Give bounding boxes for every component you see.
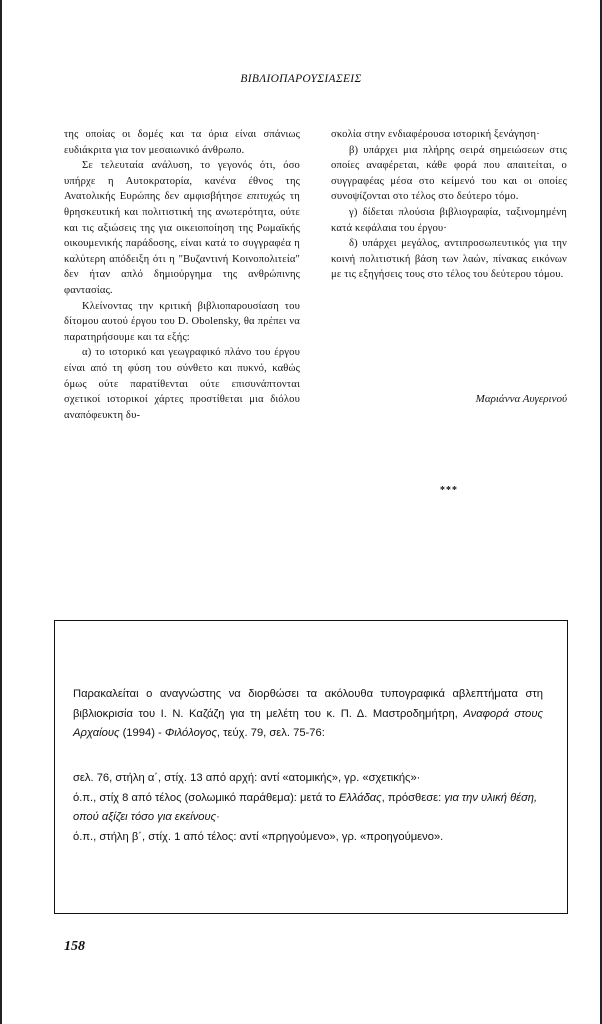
errata-line-2-text-a: ό.π., στίχ 8 από τέλος (σολωμικό παράθεμα): μετά το	[73, 791, 339, 804]
errata-line-2-quote: για την υλική θέση, οπού αξίζει τόσο για εκείνους	[73, 791, 538, 823]
errata-intro-journal: Φιλόλογος	[164, 727, 217, 739]
left-paragraph-2-text-b: τη θρησκευτική και πολιτιστική της ανωτερότητα, ούτε και τις αξιώσεις της για οικειοποίηση της Ρωμαϊκής οικουμενικής παράδοσης, είναι κατά το συγγραφέα η καλύτερη απόδειξη ότι η "Βυζαντινή Κοινοπολιτεία" δεν ήταν απλό δημιούργημα της ανθρώπινης φαντασίας.	[64, 191, 300, 296]
errata-intro-title: Αναφορά στους Αρχαίους	[73, 707, 543, 739]
errata-intro-text-b: (1994) -	[119, 727, 165, 739]
page-edge-left	[0, 0, 2, 1024]
left-column	[64, 127, 300, 423]
left-paragraph-3: Κλείνοντας την κριτική βιβλιοπαρουσίαση του δίτομου αυτού έργου του D. Obolensky, θα πρέπει να παρατηρήσουμε και τα εξής:	[64, 300, 300, 343]
left-paragraph-2	[64, 158, 300, 298]
left-paragraph-4: α) το ιστορικό και γεωγραφικό πλάνο του έργου είναι από τη φύση του σύνθετο και πυκνό, καθώς όμως ούτε παρατίθενται ούτε επισυνάπτονται σχετικοί ιστορικοί χάρτες προστίθεται μια διόλου αναπόφευκτη δυ-	[64, 347, 300, 421]
running-head: ΒΙΒΛΙΟΠΑΡΟΥΣΙΑΣΕΙΣ	[240, 73, 362, 85]
errata-list	[73, 769, 553, 847]
errata-intro	[73, 685, 543, 744]
errata-line-3: ό.π., στήλη β΄, στίχ. 1 από τέλος: αντί «πρηγούμενο», γρ. «προηγούμενο».	[73, 830, 444, 843]
right-paragraph-3: γ) δίδεται πλούσια βιβλιογραφία, ταξινομημένη κατά κεφάλαια του έργου·	[331, 206, 567, 234]
left-paragraph-2-text-a: Σε τελευταία ανάλυση, το γεγονός ότι, όσο υπήρχε η Αυτοκρατορία, κανένα έθνος της Ανατολικής Ευρώπης δεν αμφισβήτησε	[64, 160, 300, 203]
right-paragraph-4: δ) υπάρχει μεγάλος, αντιπροσωπευτικός για την κοινή πολιτιστική βάση των λαών, πίνακας εικόνων με τις εξηγήσεις τους στο τέλος του δεύτερου τόμου.	[331, 238, 567, 281]
errata-line-2-text-c: ·	[216, 811, 220, 823]
right-column	[331, 127, 567, 283]
errata-line-2-emphasis: Ελλάδας	[338, 791, 382, 804]
errata-box	[54, 620, 568, 914]
page-number: 158	[64, 939, 85, 954]
errata-line-2	[73, 789, 553, 828]
errata-intro-text-c: , τεύχ. 79, σελ. 75-76:	[216, 727, 325, 739]
errata-intro-text-a: Παρακαλείται ο αναγνώστης να διορθώσει τα ακόλουθα τυπογραφικά αβλεπτήματα στη βιβλιοκρισία του Ι. Ν. Καζάζη για τη μελέτη του κ. Π. Δ. Μαστροδημήτρη,	[73, 688, 543, 720]
right-paragraph-1: σκολία στην ενδιαφέρουσα ιστορική ξενάγηση·	[331, 129, 540, 140]
left-paragraph-1: της οποίας οι δομές και τα όρια είναι σπάνιως ευδιάκριτα για τον μεσαιωνικό άνθρωπο.	[64, 129, 300, 156]
errata-line-1: σελ. 76, στήλη α΄, στίχ. 13 από αρχή: αντί «ατομικής», γρ. «σχετικής»·	[73, 772, 421, 784]
right-paragraph-2: β) υπάρχει μια πλήρης σειρά σημειώσεων στις οποίες αναφέρεται, κάθε φορά που απαιτείται, ο συγγραφέας μέσα στο κείμενό του και οι οποίες συνοψίζονται στο τέλος στο δεύτερο τόμο.	[331, 144, 567, 203]
section-separator: ***	[440, 485, 458, 496]
author-signature: Μαριάννα Αυγερινού	[475, 393, 567, 405]
errata-line-2-text-b: , πρόσθεσε:	[381, 791, 445, 804]
left-paragraph-2-emphasis: επιτυχώς	[246, 191, 286, 203]
